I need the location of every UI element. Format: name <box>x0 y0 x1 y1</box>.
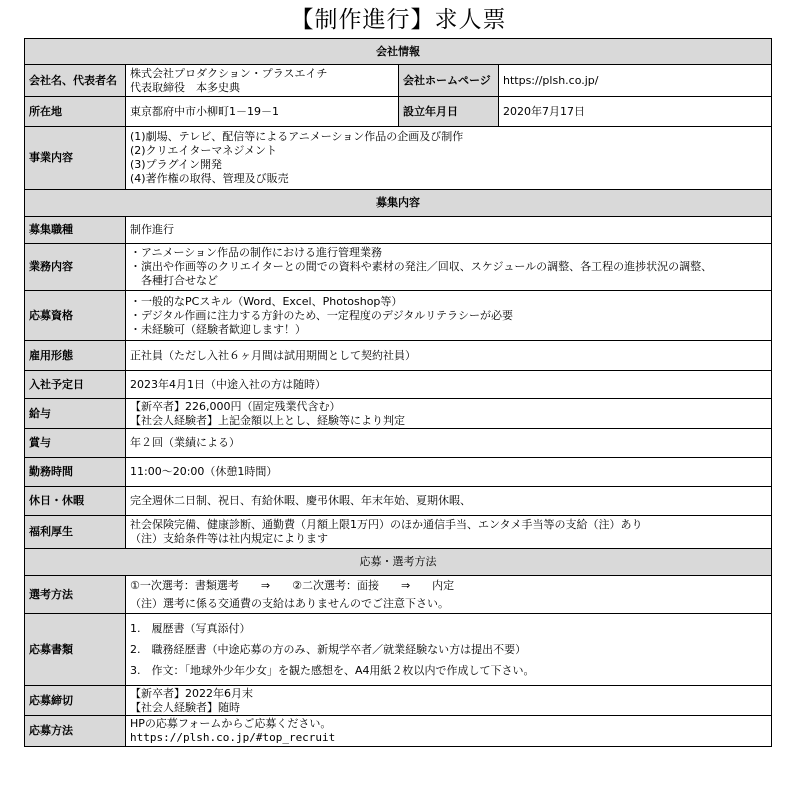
salary-label: 給与 <box>25 399 126 429</box>
holidays-value: 完全週休二日制、祝日、有給休暇、慶弔休暇、年末年始、夏期休暇、 <box>126 487 772 516</box>
employment-type-label: 雇用形態 <box>25 341 126 371</box>
start-date-label: 入社予定日 <box>25 371 126 399</box>
holidays-label: 休日・休暇 <box>25 487 126 516</box>
employment-type-value: 正社員（ただし入社６ヶ月間は試用期間として契約社員） <box>126 341 772 371</box>
recruit-url-link[interactable]: https://plsh.co.jp/#top_recruit <box>130 731 336 744</box>
welfare-line: 社会保険完備、健康診断、通勤費（月額上限1万円）のほか通信手当、エンタメ手当等の支給（注）あり <box>130 518 643 531</box>
company-homepage-label: 会社ホームページ <box>399 65 499 97</box>
business-item: (2)クリエイターマネジメント <box>130 144 278 157</box>
selection-note: （注）選考に係る交通費の支給はありませんのでご注意下さい。 <box>130 596 449 610</box>
page-title: 【制作進行】求人票 <box>290 7 507 33</box>
selection-flow: ①一次選考：書類選考 ⇒ ②二次選考：面接 ⇒ 内定 <box>130 578 455 592</box>
section-company-header: 会社情報 <box>25 39 772 65</box>
duty-line: ・演出や作画等のクリエイターとの間での資料や素材の発注／回収、スケジュールの調整、各工程の進捗状況の調整、 <box>130 260 713 273</box>
duty-line: ・アニメーション作品の制作における進行管理業務 <box>130 246 383 259</box>
salary-value <box>126 399 772 429</box>
bonus-value: 年２回（業績による） <box>126 429 772 458</box>
document-item: 1. 履歴書（写真添付） <box>130 621 251 635</box>
selection-method-label: 選考方法 <box>25 576 126 614</box>
address-label: 所在地 <box>25 97 126 127</box>
salary-line: 【新卒者】226,000円（固定残業代含む） <box>130 399 341 413</box>
application-documents-value <box>126 614 772 686</box>
working-hours-value: 11:00～20:00（休憩1時間） <box>126 458 772 487</box>
qualification-line: ・未経験可（経験者歓迎します！） <box>130 322 306 336</box>
company-name-label: 会社名、代表者名 <box>25 65 126 97</box>
business-label: 事業内容 <box>25 127 126 190</box>
job-type-value: 制作進行 <box>126 217 772 244</box>
founded-label: 設立年月日 <box>399 97 499 127</box>
salary-line: 【社会人経験者】上記金額以上とし、経験等により判定 <box>130 413 405 427</box>
qualification-value <box>126 291 772 341</box>
deadline-line: 【社会人経験者】随時 <box>130 700 240 714</box>
business-item: (4)著作権の取得、管理及び販売 <box>130 172 289 185</box>
qualification-label: 応募資格 <box>25 291 126 341</box>
representative-line: 代表取締役 本多史典 <box>130 80 240 94</box>
company-homepage-link[interactable]: https://plsh.co.jp/ <box>499 65 772 97</box>
job-type-label: 募集職種 <box>25 217 126 244</box>
founded-value: 2020年7月17日 <box>499 97 772 127</box>
section-recruit-header: 募集内容 <box>25 190 772 217</box>
bonus-label: 賞与 <box>25 429 126 458</box>
deadline-line: 【新卒者】2022年6月末 <box>130 686 253 700</box>
qualification-line: ・一般的なPCスキル（Word、Excel、Photoshop等） <box>130 294 403 308</box>
company-name-value <box>126 65 399 97</box>
welfare-line: （注）支給条件等は社内規定によります <box>130 532 328 545</box>
job-posting-table <box>24 38 772 747</box>
section-apply-header: 応募・選考方法 <box>25 549 772 576</box>
how-to-apply-value <box>126 716 772 747</box>
qualification-line: ・デジタル作画に注力する方針のため、一定程度のデジタルリテラシーが必要 <box>130 308 514 322</box>
document-item: 2. 職務経歴書（中途応募の方のみ、新規学卒者／就業経験ない方は提出不要） <box>130 642 527 656</box>
duties-label: 業務内容 <box>25 244 126 291</box>
how-to-apply-text: HPの応募フォームからご応募ください。 <box>130 717 332 730</box>
welfare-label: 福利厚生 <box>25 516 126 549</box>
deadline-value <box>126 686 772 716</box>
duty-line: 各種打合せなど <box>130 274 218 287</box>
working-hours-label: 勤務時間 <box>25 458 126 487</box>
business-item: (1)劇場、テレビ、配信等によるアニメーション作品の企画及び制作 <box>130 130 464 143</box>
deadline-label: 応募締切 <box>25 686 126 716</box>
document-item: 3. 作文：「地球外少年少女」を観た感想を、A4用紙２枚以内で作成して下さい。 <box>130 663 535 677</box>
start-date-value: 2023年4月1日（中途入社の方は随時） <box>126 371 772 399</box>
selection-method-value <box>126 576 772 614</box>
business-value <box>126 127 772 190</box>
duties-value <box>126 244 772 291</box>
welfare-value <box>126 516 772 549</box>
company-name-line: 株式会社プロダクション・プラスエイチ <box>130 66 328 80</box>
how-to-apply-label: 応募方法 <box>25 716 126 747</box>
business-item: (3)プラグイン開発 <box>130 158 223 171</box>
application-documents-label: 応募書類 <box>25 614 126 686</box>
address-value: 東京都府中市小柳町1－19－1 <box>126 97 399 127</box>
